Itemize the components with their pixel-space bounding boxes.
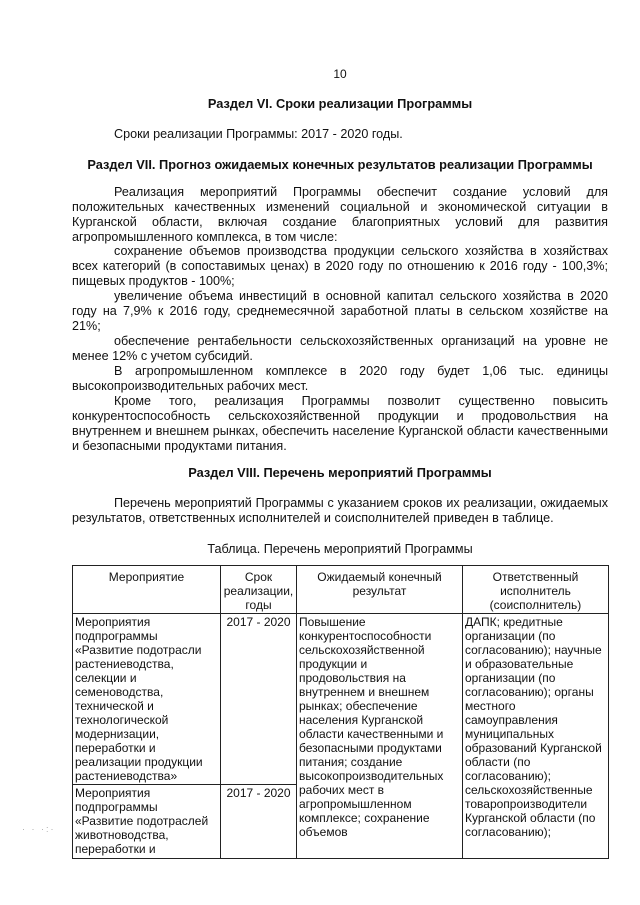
row2-period: 2017 - 2020 <box>221 785 297 859</box>
measures-table <box>72 565 609 859</box>
scan-artifact: · · ·:· <box>22 824 56 834</box>
table-row <box>73 614 609 785</box>
section-6-text: Сроки реализации Программы: 2017 - 2020 годы. <box>114 127 403 141</box>
section-6-heading: Раздел VI. Сроки реализации Программы <box>207 96 473 111</box>
header-responsible: Ответственный исполнитель (соисполнитель) <box>463 566 609 614</box>
page-number: 10 <box>333 67 347 81</box>
section-7-paragraph-2: сохранение объемов производства продукции сельского хозяйства в хозяйствах всех категорий (в сопоставимых ценах) в 2020 году по отношению к 2016 году - 100,3%; пищевых продуктов - 100%; <box>72 244 608 288</box>
responsible-cell: ДАПК; кредитные организации (по согласованию); научные и образовательные организации (по согласованию); органы местного самоуправления муниципальных образований Курганской области (по согласованию); сельскохозяйственные товаропроизводители Курганской области (по согласованию); <box>463 614 609 859</box>
row1-measure: Мероприятия подпрограммы «Развитие подотрасли растениеводства, селекции и семеноводства, технической и технологической модернизации, переработки и реализации продукции растениеводства» <box>73 614 221 785</box>
section-7-paragraph-6: Кроме того, реализация Программы позволит существенно повысить конкурентоспособность сельскохозяйственной продукции и продовольствия на внутреннем и внешнем рынках, обеспечить население Курганской области качественными и безопасными продуктами питания. <box>72 394 608 453</box>
header-result: Ожидаемый конечный результат <box>297 566 463 614</box>
section-8-heading: Раздел VIII. Перечень мероприятий Программы <box>188 465 492 480</box>
result-cell: Повышение конкурентоспособности сельскохозяйственной продукции и продовольствия на внутреннем и внешнем рынках; обеспечение населения Курганской области качественными и безопасными продуктами питания; создание высокопроизводительных рабочих мест в агропромышленном комплексе; сохранение объемов <box>297 614 463 859</box>
section-8-paragraph-1: Перечень мероприятий Программы с указанием сроков их реализации, ожидаемых результатов, ответственных исполнителей и соисполнителей приведен в таблице. <box>72 496 608 525</box>
header-measure: Мероприятие <box>73 566 221 614</box>
section-7-heading: Раздел VII. Прогноз ожидаемых конечных результатов реализации Программы <box>87 157 593 172</box>
section-7-paragraph-5: В агропромышленном комплексе в 2020 году будет 1,06 тыс. единицы высокопроизводительных рабочих мест. <box>72 364 608 393</box>
row2-measure: Мероприятия подпрограммы «Развитие подотраслей животноводства, переработки и <box>73 785 221 859</box>
section-7-paragraph-4: обеспечение рентабельности сельскохозяйственных организаций на уровне не менее 12% с учетом субсидий. <box>72 334 608 363</box>
table-caption: Таблица. Перечень мероприятий Программы <box>207 542 473 556</box>
header-period: Срок реализации, годы <box>221 566 297 614</box>
table-header-row <box>73 566 609 614</box>
section-7-paragraph-1: Реализация мероприятий Программы обеспечит создание условий для положительных качественных изменений социальной и экономической ситуации в Курганской области, включая создание благоприятных условий для развития агропромышленного комплекса, в том числе: <box>72 185 608 244</box>
row1-period: 2017 - 2020 <box>221 614 297 785</box>
section-7-paragraph-3: увеличение объема инвестиций в основной капитал сельского хозяйства в 2020 году на 7,9% к 2016 году, среднемесячной заработной платы в сельском хозяйстве на 21%; <box>72 289 608 333</box>
